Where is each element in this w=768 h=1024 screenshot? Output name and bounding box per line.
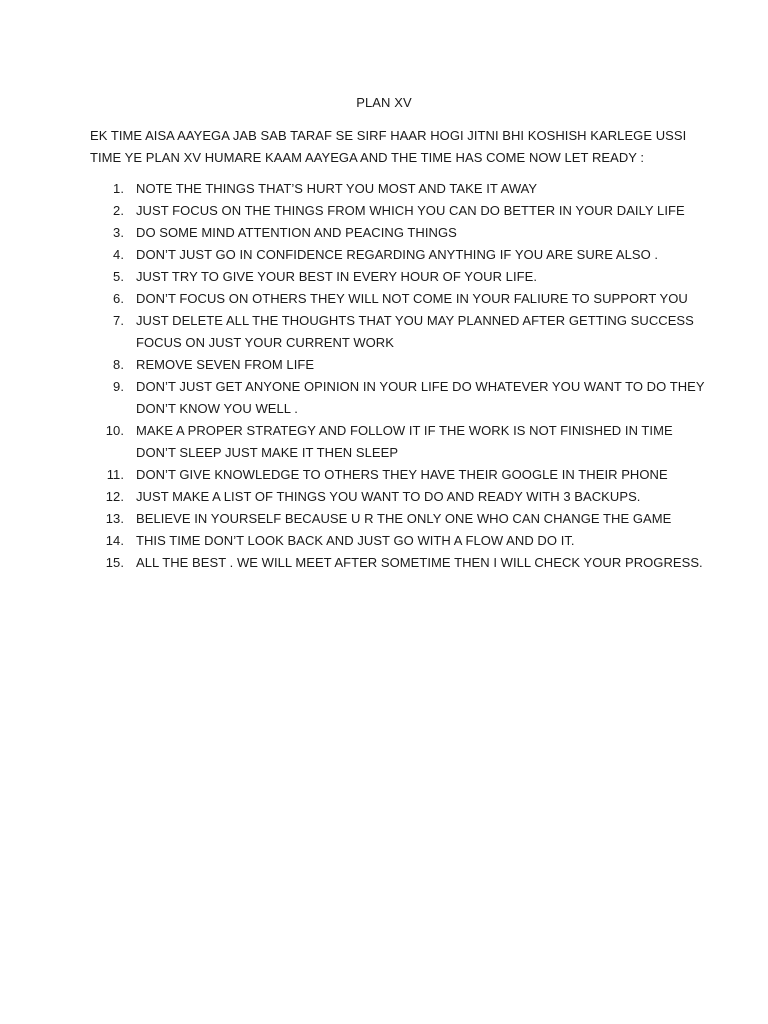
list-item [90, 354, 700, 376]
list-item [90, 288, 700, 310]
document-title: PLAN XV [356, 95, 412, 110]
list-item-text: JUST FOCUS ON THE THINGS FROM WHICH YOU CAN DO BETTER IN YOUR DAILY LIFE [136, 203, 685, 218]
list-item [90, 508, 700, 530]
plan-list [90, 178, 705, 574]
list-item [90, 200, 700, 222]
list-item-text: ALL THE BEST . WE WILL MEET AFTER SOMETIME THEN I WILL CHECK YOUR PROGRESS. [136, 555, 703, 570]
list-item [90, 266, 700, 288]
list-item-number: 2. [113, 203, 124, 218]
intro-paragraph [90, 125, 690, 169]
list-item-text: DO SOME MIND ATTENTION AND PEACING THINGS [136, 225, 457, 240]
list-item-text: JUST MAKE A LIST OF THINGS YOU WANT TO DO AND READY WITH 3 BACKUPS. [136, 489, 641, 504]
list-item [90, 530, 700, 552]
list-item-number: 1. [113, 181, 124, 196]
list-item-number: 15. [105, 555, 124, 570]
list-item-number: 6. [113, 291, 124, 306]
list-item-text: THIS TIME DON’T LOOK BACK AND JUST GO WITH A FLOW AND DO IT. [136, 533, 575, 548]
list-item-text: REMOVE SEVEN FROM LIFE [136, 357, 315, 372]
list-item-number: 10. [105, 423, 124, 438]
list-item-number: 12. [105, 489, 124, 504]
list-item-number: 3. [113, 225, 124, 240]
list-item [90, 420, 700, 464]
list-item-text: DON’T JUST GET ANYONE OPINION IN YOUR LIFE DO WHATEVER YOU WANT TO DO THEY [136, 379, 705, 394]
list-item [90, 222, 700, 244]
list-item-text: DON’T KNOW YOU WELL . [136, 401, 298, 416]
intro-line: EK TIME AISA AAYEGA JAB SAB TARAF SE SIRF HAAR HOGI JITNI BHI KOSHISH KARLEGE USSI [90, 128, 687, 143]
list-item [90, 244, 700, 266]
list-item-text: JUST TRY TO GIVE YOUR BEST IN EVERY HOUR OF YOUR LIFE. [136, 269, 538, 284]
list-item-text: FOCUS ON JUST YOUR CURRENT WORK [136, 335, 394, 350]
list-item-text: BELIEVE IN YOURSELF BECAUSE U R THE ONLY ONE WHO CAN CHANGE THE GAME [136, 511, 672, 526]
list-item-number: 9. [113, 379, 124, 394]
list-item-number: 14. [105, 533, 124, 548]
list-item [90, 178, 700, 200]
list-item-text: DON’T GIVE KNOWLEDGE TO OTHERS THEY HAVE THEIR GOOGLE IN THEIR PHONE [136, 467, 668, 482]
list-item-text: DON’T JUST GO IN CONFIDENCE REGARDING ANYTHING IF YOU ARE SURE ALSO . [136, 247, 659, 262]
list-item-number: 8. [113, 357, 124, 372]
list-item [90, 552, 703, 574]
list-item-text: MAKE A PROPER STRATEGY AND FOLLOW IT IF THE WORK IS NOT FINISHED IN TIME [136, 423, 673, 438]
list-item-number: 4. [113, 247, 124, 262]
intro-line: TIME YE PLAN XV HUMARE KAAM AAYEGA AND THE TIME HAS COME NOW LET READY : [90, 150, 645, 165]
list-item-number: 5. [113, 269, 124, 284]
list-item [90, 464, 700, 486]
list-item-number: 7. [113, 313, 124, 328]
list-item [90, 486, 700, 508]
list-item-text: JUST DELETE ALL THE THOUGHTS THAT YOU MAY PLANNED AFTER GETTING SUCCESS [136, 313, 694, 328]
list-item [90, 310, 700, 354]
list-item-number: 11. [106, 467, 124, 482]
list-item-text: NOTE THE THINGS THAT’S HURT YOU MOST AND TAKE IT AWAY [136, 181, 538, 196]
list-item-number: 13. [105, 511, 124, 526]
list-item-text: DON’T FOCUS ON OTHERS THEY WILL NOT COME IN YOUR FALIURE TO SUPPORT YOU [136, 291, 688, 306]
list-item [90, 376, 705, 420]
list-item-text: DON’T SLEEP JUST MAKE IT THEN SLEEP [136, 445, 399, 460]
